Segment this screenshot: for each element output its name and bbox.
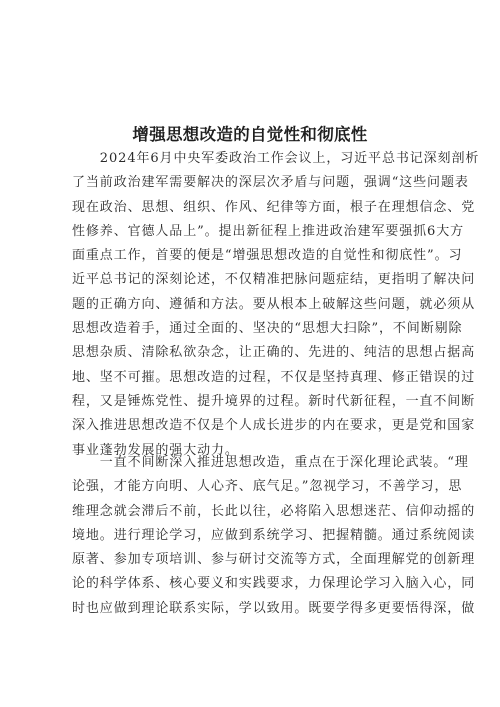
paragraph-line: 思想杂质、清除私欲杂念，让正确的、先进的、纯洁的思想占据高	[72, 345, 476, 361]
paragraph-line: 事业蓬勃发展的强大动力。	[72, 442, 239, 458]
paragraph-line: 论强，才能方向明、人心齐、底气足。”忽视学习，不善学习，思	[72, 479, 463, 495]
paragraph-line: 面重点工作，首要的便是“增强思想改造的自觉性和彻底性”。习	[72, 248, 463, 264]
paragraph-line: 程，又是锤炼党性、提升境界的过程。新时代新征程，一直不间断	[72, 393, 476, 409]
paragraph-line: 论的科学体系、核心要义和实践要求，力保理论学习入脑入心，同	[72, 576, 476, 592]
paragraph-line: 近平总书记的深刻论述，不仅精准把脉问题症结，更指明了解决问	[72, 272, 476, 288]
paragraph-line: 题的正确方向、遵循和方法。要从根本上破解这些问题，就必须从	[72, 296, 476, 312]
paragraph-2	[72, 451, 476, 621]
paragraph-line: 思想改造着手，通过全面的、坚决的“思想大扫除”，不间断剔除	[72, 321, 463, 337]
paragraph-line: 2024年6月中央军委政治工作会议上，习近平总书记深刻剖析	[72, 151, 480, 166]
paragraph-line: 原著、参加专项培训、参与研讨交流等方式，全面理解党的创新理	[72, 552, 476, 568]
paragraph-line: 深入推进思想改造不仅是个人成长进步的内在要求，更是党和国家	[72, 418, 476, 434]
paragraph-line: 维理念就会滞后不前，长此以往，必将陷入思想迷茫、信仰动摇的	[72, 503, 476, 519]
document-title: 增强思想改造的自觉性和彻底性	[132, 125, 368, 144]
paragraph-line: 了当前政治建军需要解决的深层次矛盾与问题，强调“这些问题表	[72, 175, 469, 191]
paragraph-line: 地、坚不可摧。思想改造的过程，不仅是坚持真理、修正错误的过	[72, 369, 476, 385]
paragraph-line: 现在政治、思想、组织、作风、纪律等方面，根子在理想信念、党	[72, 199, 476, 215]
paragraph-line: 境地。进行理论学习，应做到系统学习、把握精髓。通过系统阅读	[72, 527, 476, 543]
paragraph-line: 时也应做到理论联系实际，学以致用。既要学得多更要悟得深，做	[72, 600, 476, 616]
paragraph-line: 性修养、官德人品上”。提出新征程上推进政治建军要强抓6大方	[72, 223, 465, 239]
paragraph-line: 一直不间断深入推进思想改造，重点在于深化理论武装。“理	[72, 455, 469, 470]
